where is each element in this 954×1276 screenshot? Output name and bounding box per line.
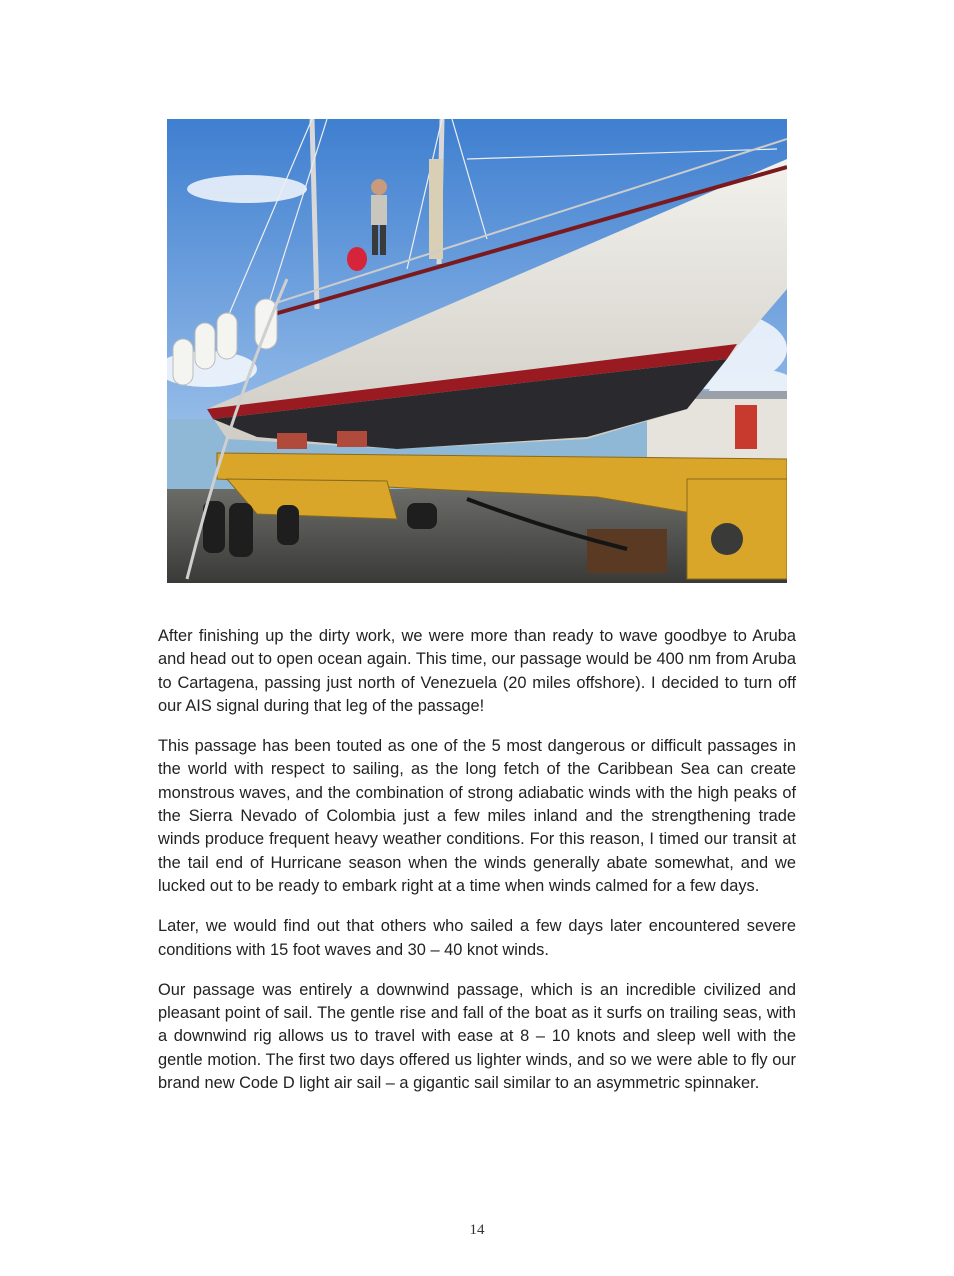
article-body [158, 625, 796, 1112]
sailboat-illustration [167, 119, 787, 583]
paragraph-4: Our passage was entirely a downwind passage, which is an incredible civilized and pleasant point of sail. The gentle rise and fall of the boat as it surfs on trailing seas, with a downwind rig allows us to travel with ease at 8 – 10 knots and sleep well with the gentle motion. The first two days offered us lighter winds, and so we were able to fly our brand new Code D light air sail – a gigantic sail similar to an asymmetric spinnaker. [158, 980, 796, 1093]
page-number: 14 [469, 1222, 485, 1238]
hydraulic-block [587, 529, 667, 573]
paragraph-1: After finishing up the dirty work, we were more than ready to wave goodbye to Aruba and head out to open ocean again. This time, our passage would be 400 nm from Aruba to Cartagena, passing just north of Venezuela (20 miles offshore). I decided to turn off our AIS signal during that leg of the passage! [158, 627, 796, 715]
paragraph-2: This passage has been touted as one of the 5 most dangerous or difficult passages in the world with respect to sailing, as the long fetch of the Caribbean Sea can create monstrous waves, and the combination of strong adiabatic winds with the high peaks of the Sierra Nevado of Colombia just a few miles inland and the strengthening trade winds produce frequent heavy weather conditions. For this reason, I timed our transit at the tail end of Hurricane season when the winds generally abate somewhat, and we lucked out to be ready to embark right at a time when winds calmed for a few days. [158, 737, 796, 895]
red-fender [347, 247, 367, 271]
furled-sail [429, 159, 443, 259]
paragraph-3: Later, we would find out that others who sailed a few days later encountered severe conditions with 15 foot waves and 30 – 40 knot winds. [158, 917, 796, 959]
sailboat-photo [167, 119, 787, 583]
trailer-holes [711, 523, 743, 555]
